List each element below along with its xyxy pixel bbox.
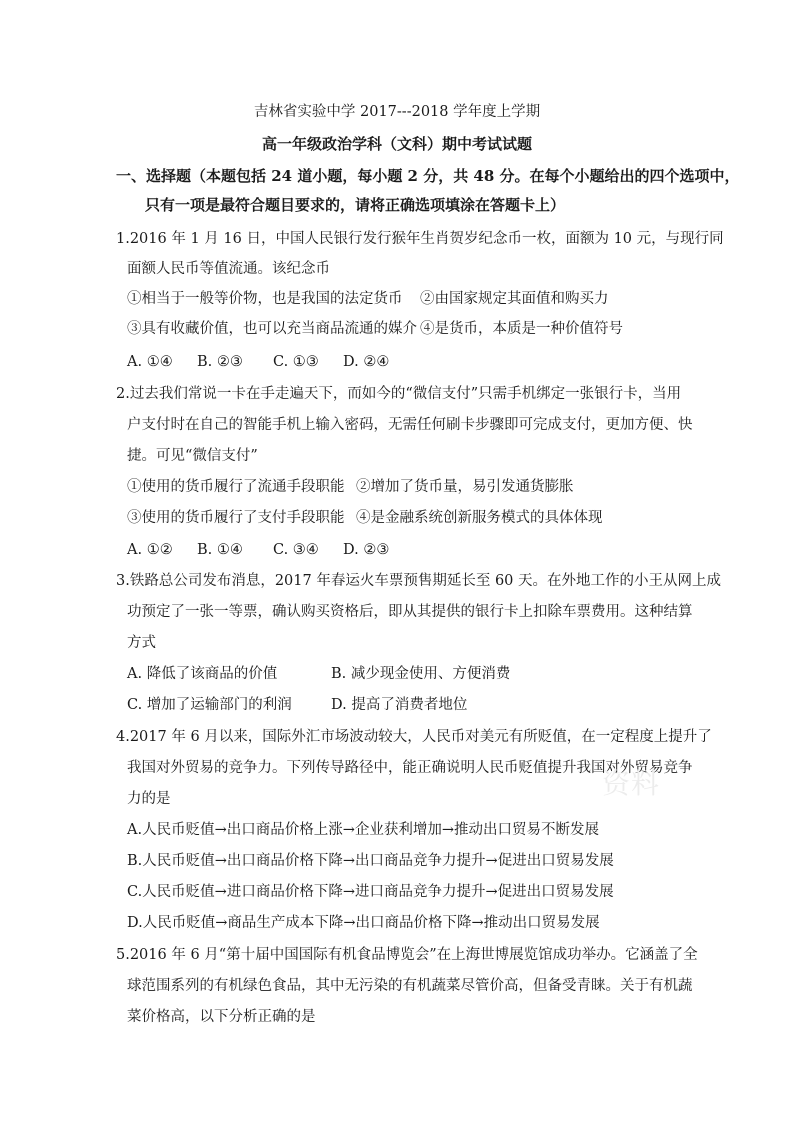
q1-choice-a: A. ①④ [127, 354, 173, 370]
q2-choice-a: A. ①② [127, 542, 173, 558]
q3-stem-line2: 功预定了一张一等票，确认购买资格后，即从其提供的银行卡上扣除车票费用。这种结算 [127, 604, 693, 620]
q3-stem-line3: 方式 [127, 635, 156, 651]
q1-choice-c: C. ①③ [273, 354, 319, 370]
q2-choice-d: D. ②③ [343, 542, 390, 558]
q1-stem-line2: 面额人民币等值流通。该纪念币 [127, 261, 330, 277]
q2-statement-4: ④是金融系统创新服务模式的具体体现 [356, 510, 603, 526]
q2-stem-line1: 2.过去我们常说一卡在手走遍天下，而如今的“微信支付”只需手机绑定一张银行卡，当用 [116, 386, 682, 402]
q3-stem-line1: 3.铁路总公司发布消息，2017 年春运火车票预售期延长至 60 天。在外地工作的小王从网上成 [116, 573, 722, 589]
q4-choice-d: D.人民币贬值→商品生产成本下降→出口商品价格下降→推动出口贸易发展 [127, 915, 600, 931]
q1-statement-4: ④是货币，本质是一种价值符号 [420, 321, 623, 337]
q1-choice-d: D. ②④ [343, 354, 390, 370]
q1-statement-3: ③具有收藏价值，也可以充当商品流通的媒介 [127, 321, 417, 337]
q5-stem-line1: 5.2016 年 6 月“第十届中国国际有机食品博览会”在上海世博展览馆成功举办。它涵盖了全 [116, 947, 698, 963]
q2-statement-1: ①使用的货币履行了流通手段职能 [127, 479, 345, 495]
q2-choice-c: C. ③④ [273, 542, 319, 558]
q4-stem-line1: 4.2017 年 6 月以来，国际外汇市场波动较大，人民币对美元有所贬值，在一定程度上提升了 [116, 729, 712, 745]
section-heading-line2: 只有一项是最符合题目要求的，请将正确选项填涂在答题卡上） [145, 196, 566, 214]
exam-title: 高一年级政治学科（文科）期中考试试题 [261, 135, 532, 153]
q4-choice-b: B.人民币贬值→出口商品价格下降→出口商品竞争力提升→促进出口贸易发展 [127, 853, 614, 869]
q2-statement-3: ③使用的货币履行了支付手段职能 [127, 510, 345, 526]
q1-statement-2: ②由国家规定其面值和购买力 [420, 291, 609, 307]
q3-choice-c: C. 增加了运输部门的利润 [127, 697, 292, 713]
watermark: 资料 [602, 767, 661, 800]
q2-stem-line3: 捷。可见“微信支付” [127, 448, 258, 464]
q4-choice-a: A.人民币贬值→出口商品价格上涨→企业获利增加→推动出口贸易不断发展 [127, 822, 600, 838]
q2-choice-b: B. ①④ [197, 542, 243, 558]
q5-stem-line2: 球范围系列的有机绿色食品，其中无污染的有机蔬菜尽管价高，但备受青睐。关于有机蔬 [127, 978, 693, 994]
q2-stem-line2: 户支付时在自己的智能手机上输入密码，无需任何刷卡步骤即可完成支付，更加方便、快 [127, 417, 693, 433]
section-heading-line1: 一、选择题（本题包括 24 道小题，每小题 2 分，共 48 分。在每个小题给出的四个选项中， [116, 167, 740, 185]
school-line: 吉林省实验中学 2017---2018 学年度上学期 [253, 104, 541, 120]
q2-statement-2: ②增加了货币量，易引发通货膨胀 [356, 479, 574, 495]
q5-stem-line3: 菜价格高，以下分析正确的是 [127, 1009, 316, 1025]
q1-statement-1: ①相当于一般等价物，也是我国的法定货币 [127, 291, 403, 307]
q3-choice-d: D. 提高了消费者地位 [331, 697, 468, 713]
q3-choice-a: A. 降低了该商品的价值 [127, 666, 278, 682]
q4-stem-line3: 力的是 [127, 791, 171, 807]
q4-choice-c: C.人民币贬值→进口商品价格下降→进口商品竞争力提升→促进出口贸易发展 [127, 884, 614, 900]
q4-stem-line2: 我国对外贸易的竞争力。下列传导路径中，能正确说明人民币贬值提升我国对外贸易竞争 [127, 760, 693, 776]
q1-choice-b: B. ②③ [197, 354, 243, 370]
q1-stem-line1: 1.2016 年 1 月 16 日，中国人民银行发行猴年生肖贺岁纪念币一枚，面额为 10 元，与现行同 [116, 231, 724, 247]
q3-choice-b: B. 减少现金使用、方便消费 [331, 666, 511, 682]
